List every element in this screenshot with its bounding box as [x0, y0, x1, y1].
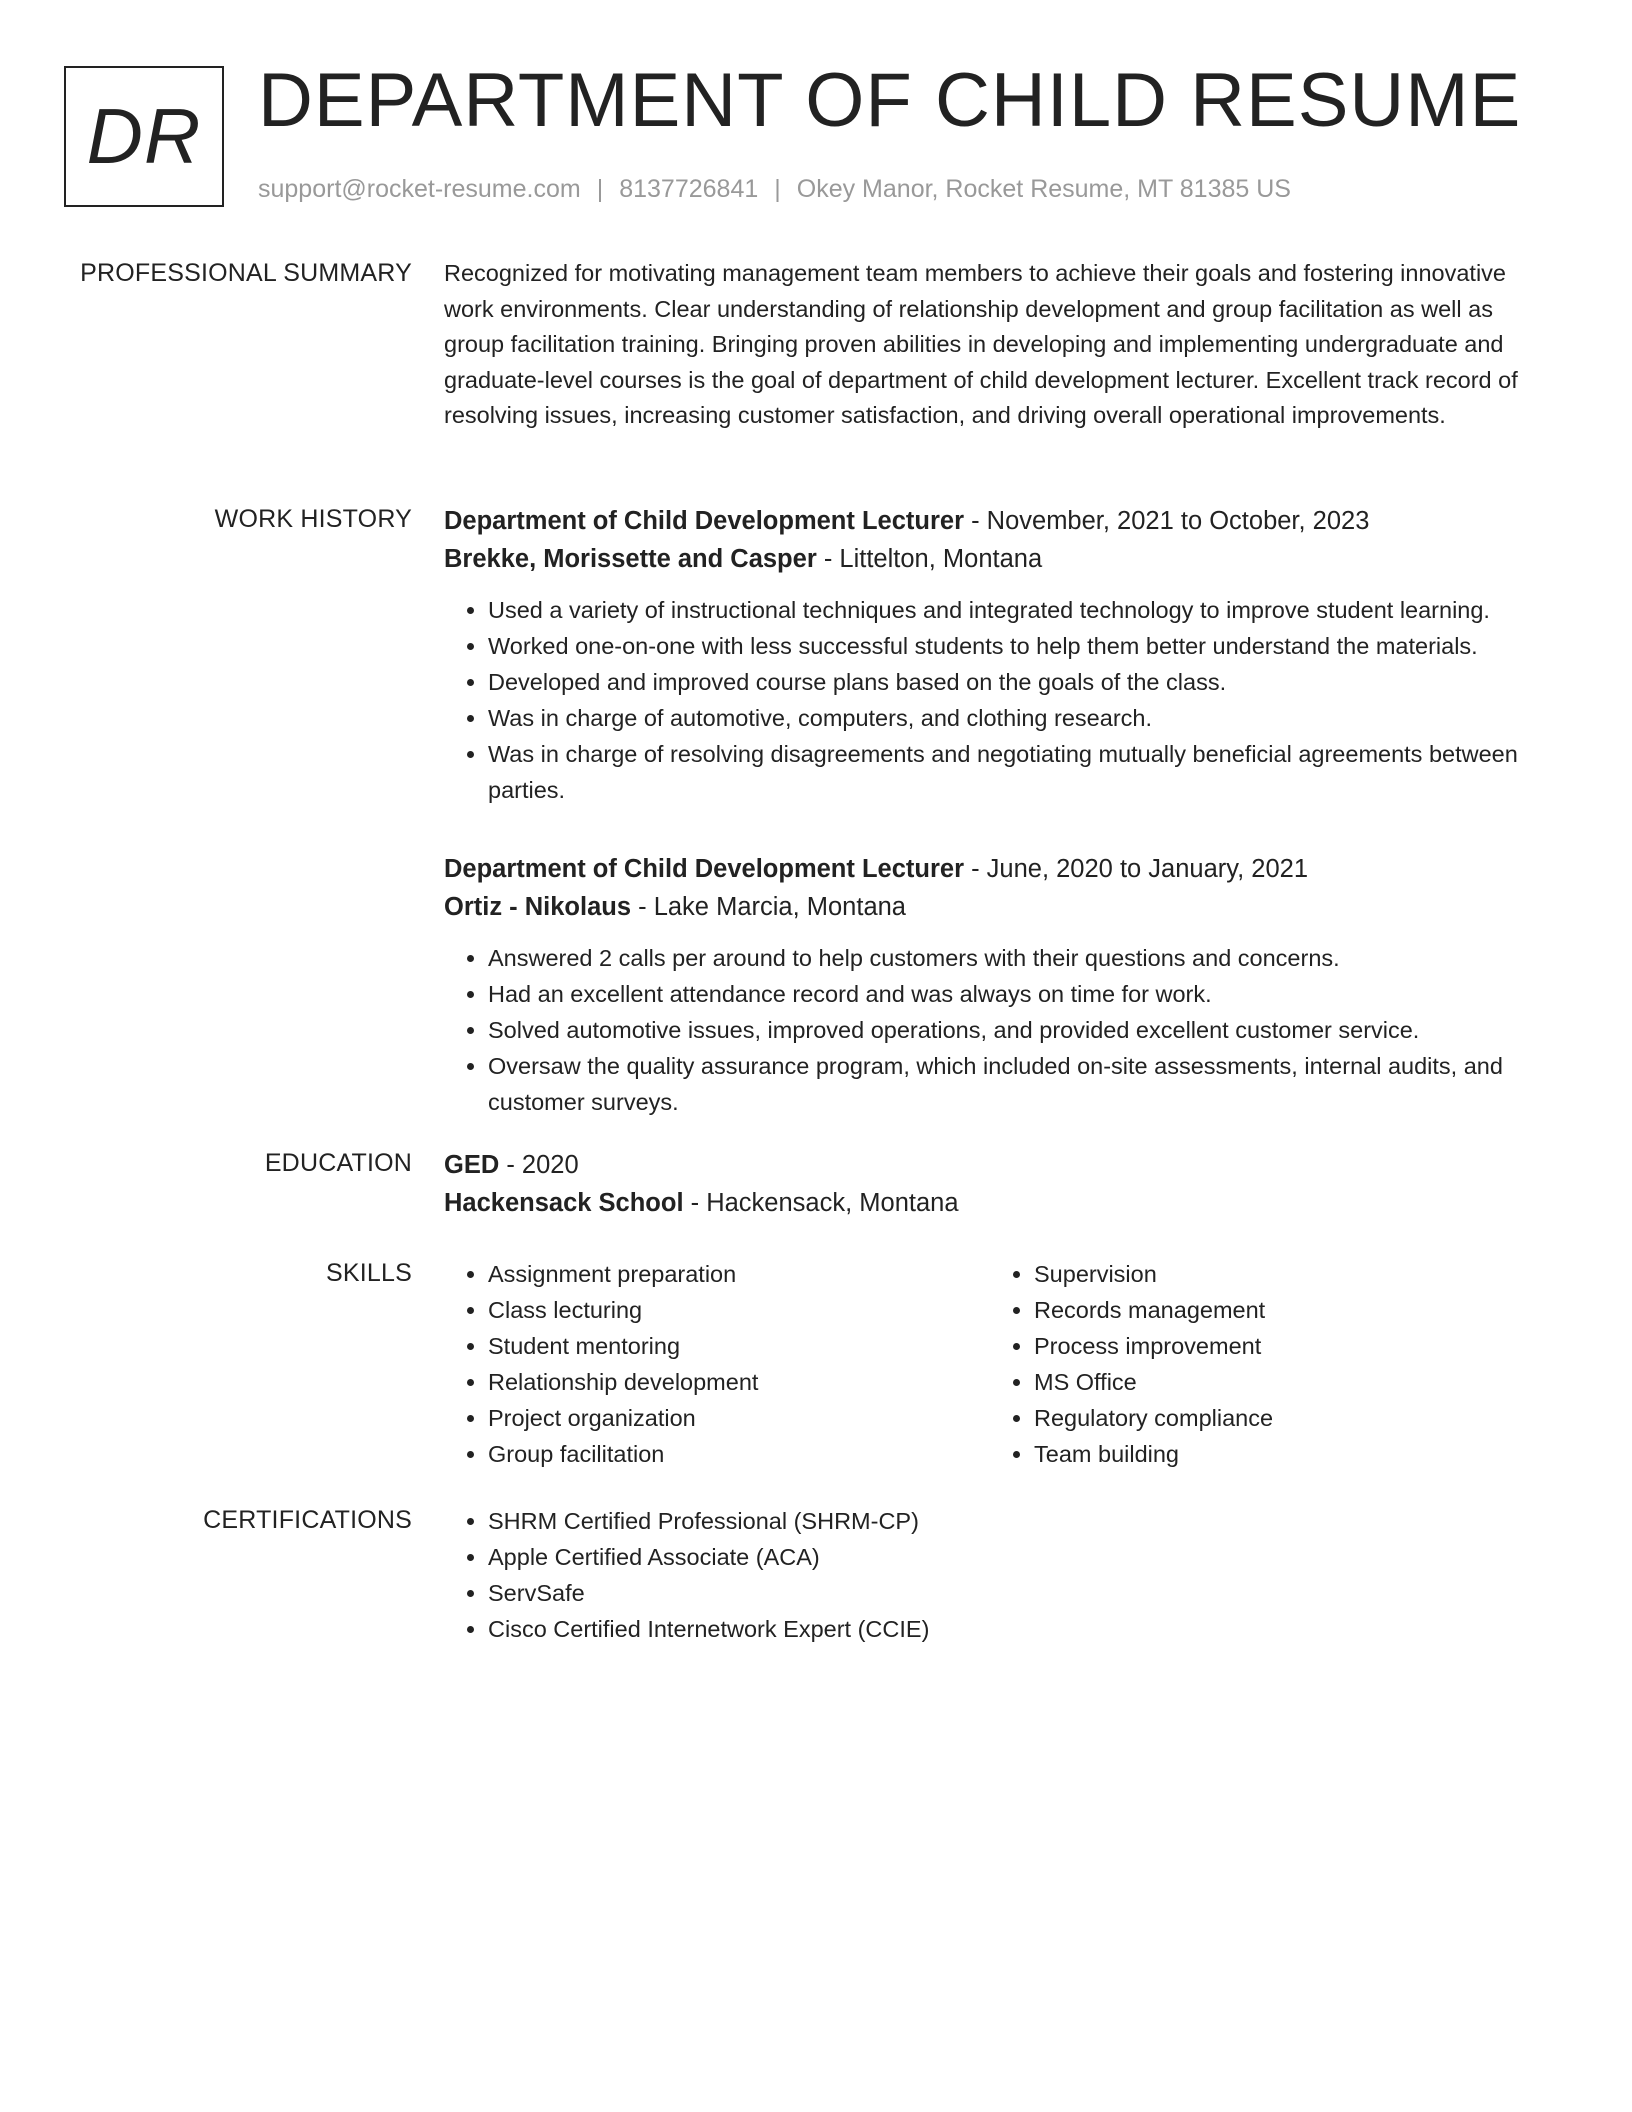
job-title-line: [444, 502, 1554, 540]
skills-list-left: [444, 1256, 990, 1472]
skills-content: [444, 1256, 1554, 1472]
skills-list-right: [990, 1256, 1536, 1472]
job-bullet: • Developed and improved course plans based on the goals of the class.: [488, 664, 1554, 700]
job-company-line: [444, 540, 1554, 578]
skill-item: • Group facilitation: [488, 1436, 990, 1472]
job-entry: [444, 502, 1554, 808]
job-bullet: • Answered 2 calls per around to help customers with their questions and concerns.: [488, 940, 1554, 976]
summary-content: [444, 256, 1554, 434]
school-name: Hackensack School: [444, 1189, 684, 1217]
skill-item: • Project organization: [488, 1400, 990, 1436]
job-company-line: [444, 888, 1554, 926]
contact-separator: |: [596, 175, 604, 203]
certification-item: • ServSafe: [488, 1575, 1554, 1611]
certification-item: • Apple Certified Associate (ACA): [488, 1539, 1554, 1575]
job-dates: - November, 2021 to October, 2023: [964, 507, 1370, 535]
job-bullet: • Used a variety of instructional techniques and integrated technology to improve student learning.: [488, 592, 1554, 628]
job-company: Brekke, Morissette and Casper: [444, 545, 817, 573]
school-location: - Hackensack, Montana: [683, 1189, 959, 1217]
job-location: - Littelton, Montana: [816, 545, 1043, 573]
job-bullet: • Was in charge of resolving disagreements and negotiating mutually beneficial agreements between parties.: [488, 736, 1554, 808]
work-history-content: [444, 502, 1554, 1162]
job-location: - Lake Marcia, Montana: [631, 893, 906, 921]
skill-item: • Records management: [1034, 1292, 1536, 1328]
skill-item: • Process improvement: [1034, 1328, 1536, 1364]
job-title: Department of Child Development Lecturer: [444, 507, 964, 535]
job-bullet: • Worked one-on-one with less successful students to help them better understand the materials.: [488, 628, 1554, 664]
resume-title: DEPARTMENT OF CHILD RESUME: [258, 58, 1522, 143]
section-label-education: EDUCATION: [264, 1149, 412, 1177]
degree: GED: [444, 1151, 500, 1179]
contact-phone: 8137726841: [619, 175, 759, 203]
section-label-work-history: WORK HISTORY: [214, 505, 412, 533]
degree-year: - 2020: [499, 1151, 579, 1179]
job-dates: - June, 2020 to January, 2021: [964, 855, 1309, 883]
skill-item: • MS Office: [1034, 1364, 1536, 1400]
skill-item: • Assignment preparation: [488, 1256, 990, 1292]
skill-item: • Class lecturing: [488, 1292, 990, 1328]
job-entry: [444, 850, 1554, 1120]
section-label-skills: SKILLS: [326, 1259, 412, 1287]
job-bullets: [444, 940, 1554, 1120]
contact-address: Okey Manor, Rocket Resume, MT 81385 US: [796, 175, 1291, 203]
degree-line: [444, 1146, 1554, 1184]
certification-item: • Cisco Certified Internetwork Expert (CCIE): [488, 1611, 1554, 1647]
job-bullets: [444, 592, 1554, 808]
summary-text: Recognized for motivating management team members to achieve their goals and fostering innovative work environments. Clear understanding of relationship development and group facilitation as well as group facilitation training. Bringing proven abilities in developing and implementing undergraduate and graduate-level courses is the goal of department of child development lecturer. Excellent track record of resolving issues, increasing customer satisfaction, and driving overall operational improvements.: [444, 260, 1518, 429]
job-company: Ortiz - Nikolaus: [444, 893, 632, 921]
skill-item: • Relationship development: [488, 1364, 990, 1400]
skill-item: • Student mentoring: [488, 1328, 990, 1364]
job-bullet: • Solved automotive issues, improved operations, and provided excellent customer service.: [488, 1012, 1554, 1048]
job-bullet: • Was in charge of automotive, computers, and clothing research.: [488, 700, 1554, 736]
certifications-content: [444, 1503, 1554, 1647]
monogram-badge: DR: [64, 66, 224, 207]
contact-email: support@rocket-resume.com: [258, 175, 581, 203]
section-label-summary: PROFESSIONAL SUMMARY: [80, 259, 412, 287]
skill-item: • Regulatory compliance: [1034, 1400, 1536, 1436]
contact-separator: |: [774, 175, 781, 203]
certification-item: • SHRM Certified Professional (SHRM-CP): [488, 1503, 1554, 1539]
skill-item: • Team building: [1034, 1436, 1536, 1472]
job-title-line: [444, 850, 1554, 888]
skill-item: • Supervision: [1034, 1256, 1536, 1292]
job-bullet: • Had an excellent attendance record and was always on time for work.: [488, 976, 1554, 1012]
job-bullet: • Oversaw the quality assurance program, which included on-site assessments, internal audits, and customer surveys.: [488, 1048, 1554, 1120]
contact-line: [258, 172, 1291, 206]
school-line: [444, 1184, 1554, 1222]
certifications-list: [444, 1503, 1554, 1647]
education-content: [444, 1146, 1554, 1222]
job-title: Department of Child Development Lecturer: [444, 855, 964, 883]
section-label-certifications: CERTIFICATIONS: [203, 1506, 412, 1534]
